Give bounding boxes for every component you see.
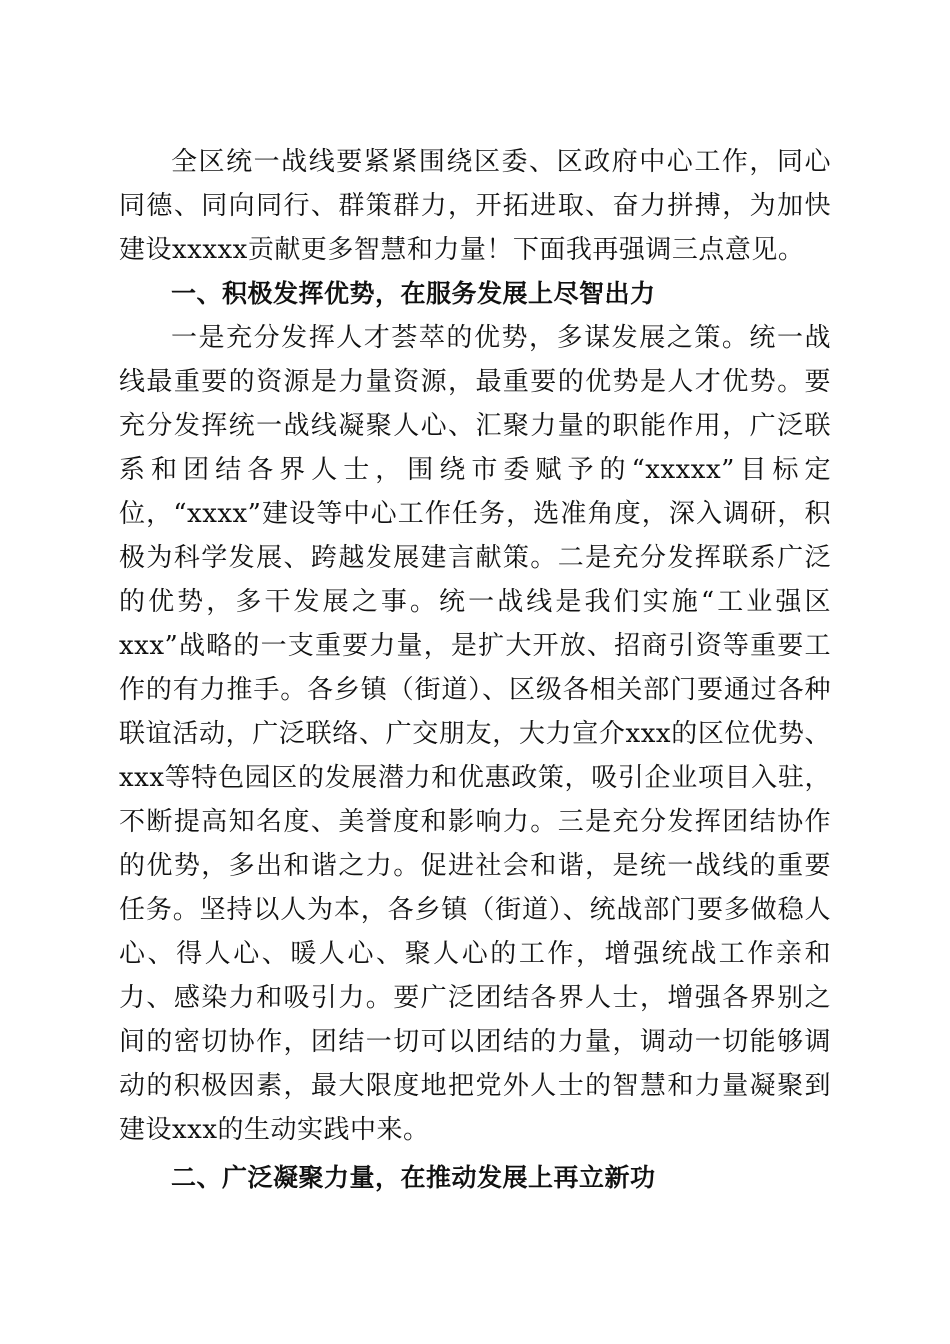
section-heading-1: 一、积极发挥优势，在服务发展上尽智出力: [171, 279, 656, 308]
section-1-paragraph: 一是充分发挥人才荟萃的优势，多谋发展之策。统一战线最重要的资源是力量资源，最重要的优势是人才优势。要充分发挥统一战线凝聚人心、汇聚力量的职能作用，广泛联系和团结各界人士，围绕市委赋予的“xxxxx”目标定位，“xxxx”建设等中心工作任务，选准角度，深入调研，积极为科学发展、跨越发展建言献策。二是充分发挥联系广泛的优势，多干发展之事。统一战线是我们实施“工业强区xxx”战略的一支重要力量，是扩大开放、招商引资等重要工作的有力推手。各乡镇（街道）、区级各相关部门要通过各种联谊活动，广泛联络、广交朋友，大力宣介xxx的区位优势、xxx等特色园区的发展潜力和优惠政策，吸引企业项目入驻，不断提高知名度、美誉度和影响力。三是充分发挥团结协作的优势，多出和谐之力。促进社会和谐，是统一战线的重要任务。坚持以人为本，各乡镇（街道）、统战部门要多做稳人心、得人心、暖人心、聚人心的工作，增强统战工作亲和力、感染力和吸引力。要广泛团结各界人士，增强各界别之间的密切协作，团结一切可以团结的力量，调动一切能够调动的积极因素，最大限度地把党外人士的智慧和力量凝聚到建设xxx的生动实践中来。: [119, 323, 831, 1145]
section-heading-2: 二、广泛凝聚力量，在推动发展上再立新功: [171, 1163, 656, 1192]
intro-paragraph: 全区统一战线要紧紧围绕区委、区政府中心工作，同心同德、同向同行、群策群力，开拓进取、奋力拼搏，为加快建设xxxxx贡献更多智慧和力量！下面我再强调三点意见。: [119, 147, 831, 265]
document-body: [119, 140, 831, 1200]
